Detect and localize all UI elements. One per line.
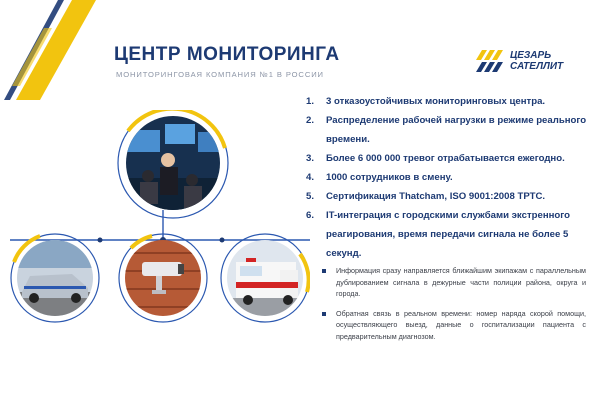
features-list (306, 92, 596, 263)
item-text: Более 6 000 000 тревог отрабатывается ежегодно. (326, 153, 565, 164)
bullet-item (322, 308, 586, 343)
item-number: 4. (306, 172, 315, 183)
item-text: 3 отказоустойчивых мониторинговых центра. (326, 96, 546, 107)
list-item (306, 92, 596, 111)
list-item (306, 187, 596, 206)
logo-stripes-icon (476, 50, 508, 72)
item-number: 1. (306, 96, 315, 107)
bullet-item (322, 265, 586, 300)
logo-line1: ЦЕЗАРЬ (510, 50, 552, 61)
logo-line2: САТЕЛЛИТ (510, 61, 564, 72)
security-camera-photo (119, 234, 207, 322)
page-title: ЦЕНТР МОНИТОРИНГА (114, 44, 340, 65)
bullet-text: Информация сразу направляется ближайшим экипажам с параллельным дублированием сигнала в дежурные части полиции района, округа и города. (336, 266, 586, 298)
bullet-icon (322, 269, 326, 273)
police-car-photo (11, 234, 99, 322)
page-subtitle: МОНИТОРИНГОВАЯ КОМПАНИЯ №1 В РОССИИ (116, 70, 324, 79)
item-number: 2. (306, 115, 315, 126)
list-item (306, 206, 596, 263)
item-text: IT-интеграция с городскими службами экстренного реагирования, время передачи сигнала не более 5 секунд. (326, 210, 571, 259)
bullet-icon (322, 312, 326, 316)
item-text: 1000 сотрудников в смену. (326, 172, 453, 183)
connector-lines (10, 210, 310, 243)
photo-diagram (0, 110, 310, 400)
list-item (306, 168, 596, 187)
item-text: Сертификация Thatcham, ISO 9001:2008 ТРТС. (326, 191, 546, 202)
company-logo (476, 50, 588, 72)
item-number: 6. (306, 210, 315, 221)
logo-wordmark (510, 50, 590, 72)
ambulance-photo (221, 234, 309, 322)
operators-photo (118, 110, 230, 220)
item-text: Распределение рабочей нагрузки в режиме реального времени. (326, 115, 587, 145)
item-number: 3. (306, 153, 315, 164)
list-item (306, 111, 596, 149)
list-item (306, 149, 596, 168)
info-bullets (322, 265, 586, 350)
item-number: 5. (306, 191, 315, 202)
decorative-stripes (0, 0, 110, 100)
bullet-text: Обратная связь в реальном времени: номер наряда скорой помощи, осуществляющего выезд, данные о госпитализации пациента с предварительным диагнозом. (336, 308, 586, 341)
